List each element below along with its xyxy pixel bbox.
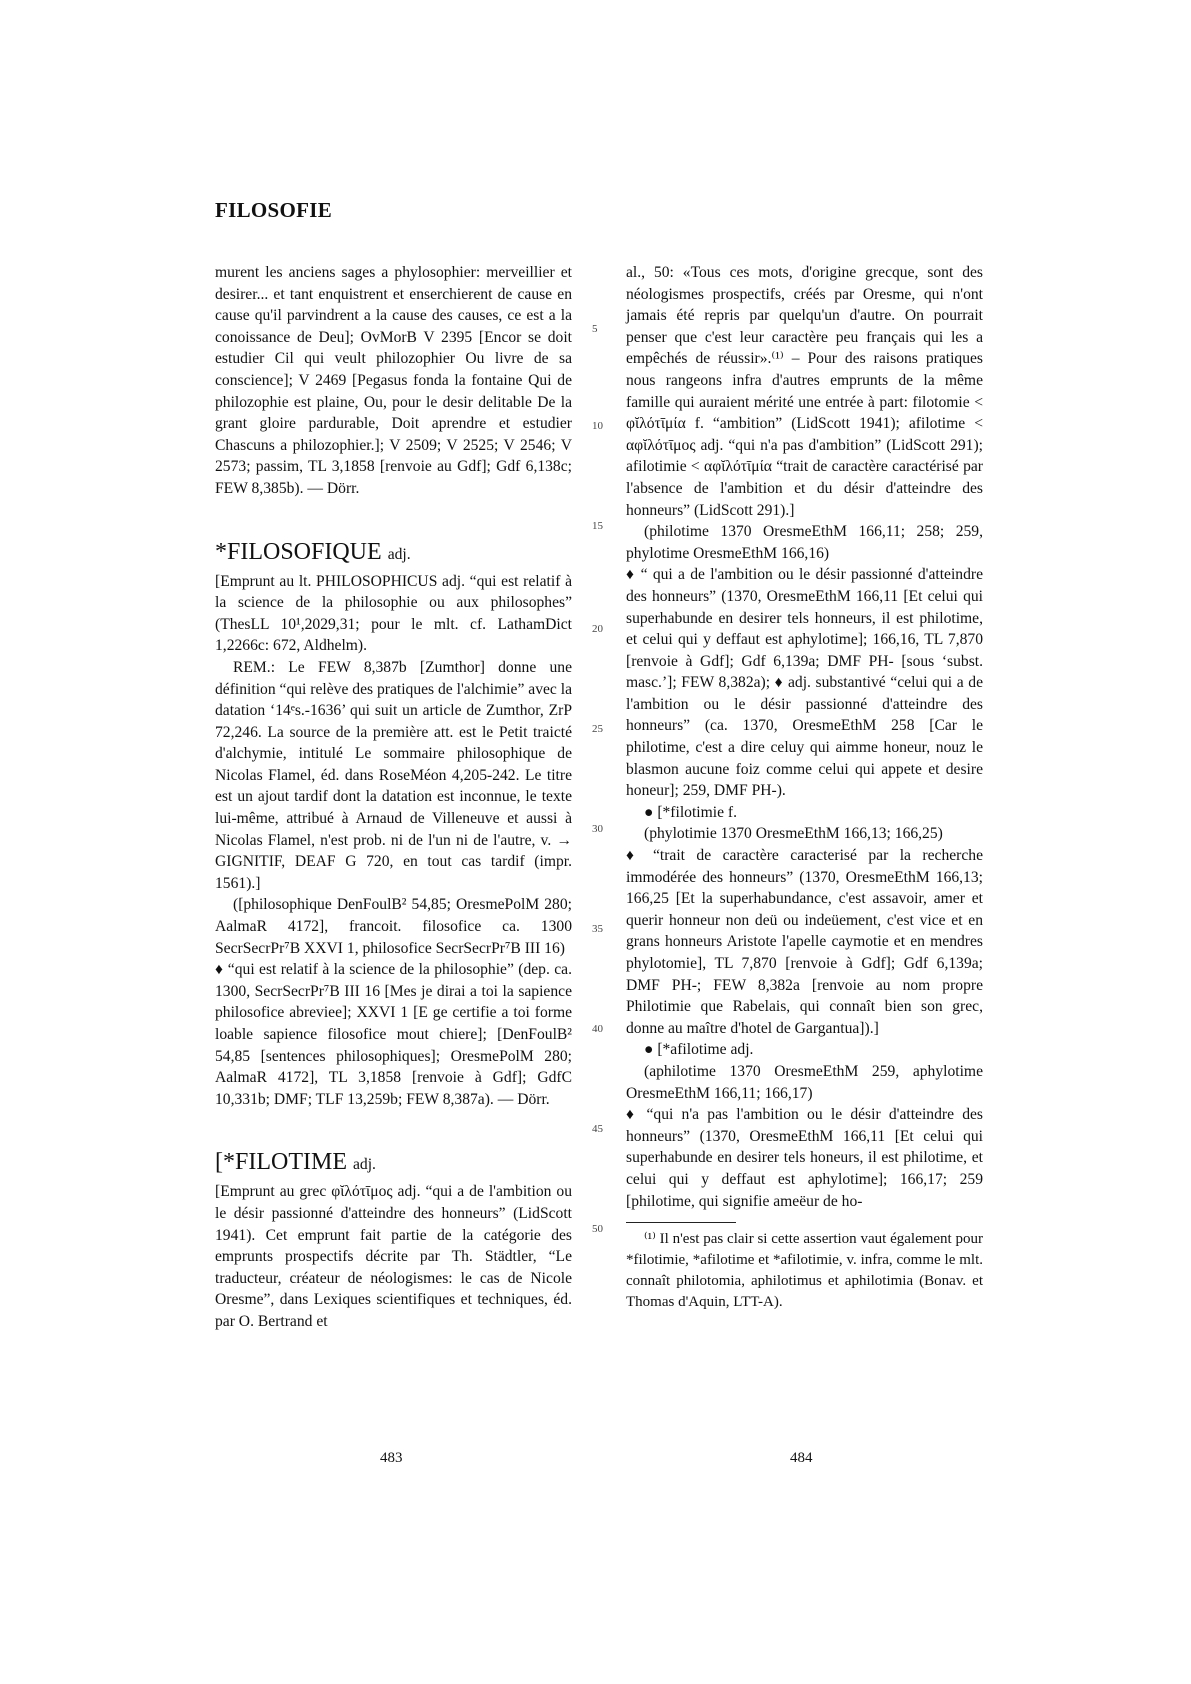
line-number: 25 [592, 723, 603, 735]
right-column [626, 262, 983, 1313]
forms-paragraph: (aphilotime 1370 OresmeEthM 259, aphylotime OresmeEthM 166,11; 166,17) [626, 1062, 983, 1102]
line-number: 45 [592, 1123, 603, 1135]
footnote: ⁽¹⁾ Il n'est pas clair si cette assertion vaut également pour *filotimie, *afilotime et *afilotimie, v. infra, comme le mlt. connaît philotomia, aphilotimus et aphilotimia (Bonav. et Thomas d'Aquin, LTT-A). [626, 1231, 983, 1311]
forms-paragraph: (phylotimie 1370 OresmeEthM 166,13; 166,25) [644, 825, 943, 843]
definition-paragraph: ♦ “qui est relatif à la science de la philosophie” (dep. ca. 1300, SecrSecrPr⁷B III 16 [Mes je dirai a toi la sapience philosofice abreviee]; XXVI 1 [E ge certifie a toi forme loable sapience filosofice mout chiere]; [DenFoulB² 54,85 [sentences philosophiques]; OresmePolM 280; AalmaR 4172], TL 3,1858 [renvoie à Gdf]; GdfC 10,331b; DMF; TLF 13,259b; FEW 8,387a). — Dörr. [215, 961, 572, 1108]
line-number: 20 [592, 623, 603, 635]
etymology-paragraph: [Emprunt au lt. PHILOSOPHICUS adj. “qui est relatif à la science de la philosophie ou aux philosophes” (ThesLL 10¹,2029,31; pour le mlt. cf. LathamDict 1,2266c: 672, Aldhelm). [215, 572, 572, 655]
line-number: 35 [592, 923, 603, 935]
entry-pos: adj. [352, 1156, 376, 1174]
definition-paragraph: ♦ “ qui a de l'ambition ou le désir passionné d'atteindre des honneurs” (1370, OresmeEthM 166,11 [Et celui qui superhabunde en desirer tels honneurs, il est philotime, et celui qui y deffaut est aphylotime]; 166,16, TL 7,870 [renvoie à Gdf]; Gdf 6,139a; DMF PH- [sous ‘subst. masc.’]; FEW 8,382a); ♦ adj. substantivé “celui qui a de l'ambition ou le désir passionné d'atteindre des honneurs” (ca. 1370, OresmeEthM 258 [Car le philotime, c'est a dire celuy qui aimme honeur, nouz le blasmon aucune foiz comme celui qui appete et desire honeur]; 259, DMF PH-). [626, 566, 983, 800]
definition-paragraph: ♦ “trait de caractère caracterisé par la recherche immodérée des honneurs” (1370, OresmeEthM 166,13; 166,25 [Et la superhabundance, c'est assavoir, amer et querir honneur non deü ou indeüement, c'est vice et en grans honneurs Aristote l'apelle caymotie et en mendres phylotomie], TL 7,870 [renvoie à Gdf]; Gdf 6,139a; DMF PH-; FEW 8,382a [renvoie au nom propre Philotimie que Rabelais, qui connaît bien son grec, donne au maître d'hotel de Gargantua]).] [626, 847, 983, 1037]
line-number: 5 [592, 323, 598, 335]
entry-continuation: murent les anciens sages a phylosophier: merveillier et desirer... et tant enquistrent et enserchierent de cause en cause qu'il parvindrent a la cause des causes, ce est a la conoissance de Deu]; OvMorB V 2395 [Encor se doit estudier Cil qui veult philozophier Ou livre de sa conscience]; V 2469 [Pegasus fonda la fontaine Qui de philozophie est plaine, Ou, pour le desir delitable De la grant gloire pardurable, Doit aprendre et estudier Chascuns a philozophier.]; V 2509; V 2525; V 2546; V 2573; passim, TL 3,1858 [renvoie au Gdf]; Gdf 6,138c; FEW 8,385b). — Dörr. [215, 264, 572, 497]
entry-heading-filotime [215, 1148, 572, 1179]
left-column [215, 262, 572, 1333]
footnote-rule [626, 1222, 736, 1223]
line-number: 40 [592, 1023, 603, 1035]
forms-paragraph: ([philosophique DenFoulB² 54,85; OresmePolM 280; AalmaR 4172], francoit. filosofice ca. 1300 SecrSecrPr⁷B XXVI 1, philosofice SecrSecrPr⁷B III 16) [215, 896, 572, 957]
entry-pos: adj. [387, 545, 411, 563]
definition-paragraph: ♦ “qui n'a pas l'ambition ou le désir d'atteindre des honneurs” (1370, OresmeEthM 166,11 [Et celui qui superhabunde en desirer tels honeurs, il est philotime, et celui qui y deffaut est aphylotime]; 166,17; 259 [philotime, qui signifie ameëur de ho- [626, 1106, 983, 1210]
page-number-right: 484 [790, 1450, 813, 1466]
subentry-heading-filotimie: ● [*filotimie f. [644, 803, 737, 821]
line-number: 10 [592, 420, 603, 432]
running-head: FILOSOFIE [215, 198, 333, 222]
line-number: 50 [592, 1223, 603, 1235]
remark-paragraph: REM.: Le FEW 8,387b [Zumthor] donne une définition “qui relève des pratiques de l'alchimie” avec la datation ‘14ᵉs.-1636’ qui suit un article de Zumthor, ZrP 72,246. La source de la première att. est le Petit traicté d'alchymie, intitulé Le sommaire philosophique de Nicolas Flamel, éd. dans RoseMéon 4,205-242. Le titre est un ajout tardif dont la datation est inconnue, le texte lui-même, attribué à Arnaud de Villeneuve et aussi à Nicolas Flamel, n'est prob. ni de l'un ni de l'autre, v. → GIGNITIF, DEAF G 720, en tout cas tardif (impr. 1561).] [215, 658, 572, 892]
entry-heading-filosofique [215, 538, 572, 569]
subentry-heading-afilotime: ● [*afilotime adj. [644, 1041, 754, 1059]
etymology-paragraph: [Emprunt au grec φῐλότῑμος adj. “qui a de l'ambition ou le désir passionné d'atteindre des honneurs” (LidScott 1941). Cet emprunt fait partie de la catégorie des emprunts prospectifs décrite par Th. Städtler, “Le traducteur, créateur de néologismes: le cas de Nicole Oresme”, dans Lexiques scientifiques et techniques, éd. par O. Bertrand et [215, 1183, 572, 1330]
entry-title: [*FILOTIME [215, 1149, 347, 1176]
etymology-continuation: al., 50: «Tous ces mots, d'origine grecque, sont des néologismes prospectifs, créés par Oresme, qui n'ont jamais été repris par quelqu'un d'autre. On pourrait penser que c'est leur caractère peu français qui les a empêchés de réussir».⁽¹⁾ – Pour des raisons pratiques nous rangeons infra d'autres emprunts de la même famille qui auraient mérité une entrée à part: filotomie < φῐλότῑμία f. “ambition” (LidScott 1941); afilotime < αφῐλότῑμος adj. “qui n'a pas d'ambition” (LidScott 291); afilotimie < αφῐλότῑμία “trait de caractère caractérisé par l'absence de l'ambition et du désir d'atteindre des honneurs” (LidScott 291).] [626, 264, 983, 519]
line-number: 30 [592, 823, 603, 835]
forms-paragraph: (philotime 1370 OresmeEthM 166,11; 258; 259, phylotime OresmeEthM 166,16) [626, 523, 983, 562]
line-number: 15 [592, 520, 603, 532]
entry-title: *FILOSOFIQUE [215, 538, 382, 565]
page-number-left: 483 [380, 1450, 403, 1466]
